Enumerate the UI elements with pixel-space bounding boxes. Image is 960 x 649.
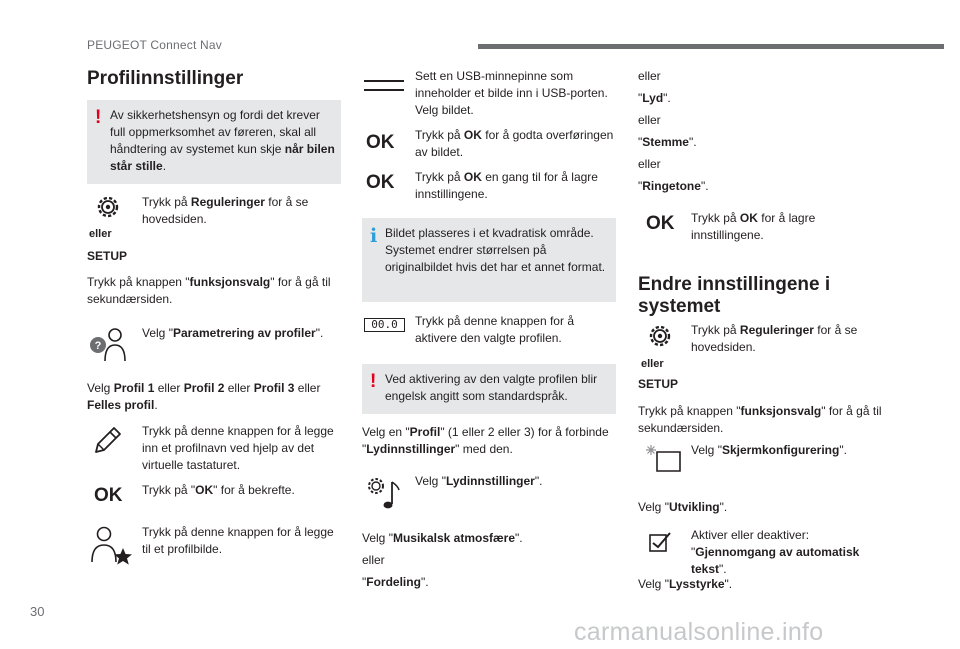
step-toggle-auto-text: Aktiver eller deaktiver: "Gjennomgang av automatisk tekst". [691, 528, 860, 576]
page-number: 30 [30, 604, 45, 619]
para-development: Velg "Utvikling". [638, 500, 728, 514]
ok-icon: OK [366, 132, 395, 153]
pencil-edit-icon [92, 424, 124, 456]
or-text: eller [638, 113, 661, 127]
or-text: eller [638, 157, 661, 171]
option-ringtone: "Ringetone". [638, 179, 709, 193]
checkbox-checked-icon [649, 531, 673, 553]
warning-icon: ! [95, 107, 102, 128]
step-open-settings: Trykk på Reguleringer for å se hovedsiden. [691, 323, 858, 354]
profile-picture-icon [90, 526, 134, 566]
para-brightness: Velg "Lysstyrke". [638, 577, 733, 591]
or-text: eller [362, 553, 385, 567]
step-accept-transfer: Trykk på OK for å godta overføringen av bildet. [415, 128, 614, 159]
info-box [362, 218, 616, 302]
section-title-system-settings: Endre innstillingene i systemet [638, 274, 831, 317]
step-edit-profile-name: Trykk på denne knappen for å legge inn et profilnavn ved hjelp av det virtuelle tastaturet. [142, 424, 334, 472]
settings-gear-icon [647, 323, 673, 349]
setup-label: SETUP [638, 377, 679, 391]
option-voice: "Stemme". [638, 135, 697, 149]
option-distribution: "Fordeling". [362, 575, 429, 589]
step-select-profile-settings: Velg "Parametrering av profiler". [142, 326, 324, 340]
header-bar [478, 44, 944, 49]
ok-icon: OK [366, 172, 395, 193]
step-confirm-ok: Trykk på "OK" for å bekrefte. [142, 483, 295, 497]
lcd-display-icon: 00.0 [364, 318, 405, 332]
safety-warning-box [87, 100, 341, 184]
language-warning-text: Ved aktivering av den valgte profilen blir engelsk angitt som standardspråk. [385, 372, 598, 403]
para-select-profile: Velg Profil 1 eller Profil 2 eller Profil 3 eller Felles profil. [87, 381, 321, 412]
step-add-profile-picture: Trykk på denne knappen for å legge til et profilbilde. [142, 525, 334, 556]
audio-settings-icon [366, 476, 402, 512]
section-title-profiles: Profilinnstillinger [87, 68, 244, 89]
watermark: carmanualsonline.info [574, 618, 824, 646]
setup-or-label: eller [641, 358, 664, 370]
step-select-screen-config: Velg "Skjermkonfigurering". [691, 443, 847, 457]
info-text: Bildet plasseres i et kvadratisk område. Systemet endrer størrelsen på originalbildet hvis det har et annet format. [385, 226, 606, 274]
setup-button-group [638, 323, 682, 393]
usb-stick-icon [364, 80, 404, 92]
ok-icon: OK [94, 485, 123, 506]
step-open-settings: Trykk på Reguleringer for å se hovedsiden. [142, 195, 309, 226]
ok-icon: OK [646, 213, 675, 234]
screen-brightness-icon [645, 444, 683, 476]
para-profile-audio: Velg en "Profil" (1 eller 2 eller 3) for å forbinde "Lydinnstillinger" med den. [362, 425, 609, 456]
step-select-audio-settings: Velg "Lydinnstillinger". [415, 474, 543, 488]
step-activate-profile: Trykk på denne knappen for å aktivere den valgte profilen. [415, 314, 574, 345]
setup-or-label: eller [89, 228, 112, 240]
or-text: eller [638, 69, 661, 83]
step-insert-usb: Sett en USB-minnepinne som inneholder et bilde inn i USB-porten. Velg bildet. [415, 69, 608, 117]
para-function-button: Trykk på knappen "funksjonsvalg" for å gå til sekundærsiden. [638, 404, 882, 435]
info-icon: i [370, 225, 378, 247]
language-warning-box [362, 364, 616, 414]
profile-question-icon [88, 327, 128, 363]
para-ambience: Velg "Musikalsk atmosfære". [362, 531, 523, 545]
settings-gear-icon [95, 194, 121, 220]
warning-icon: ! [370, 371, 377, 392]
option-sound: "Lyd". [638, 91, 671, 105]
setup-button-group [87, 194, 127, 264]
para-function-button: Trykk på knappen "funksjonsvalg" for å gå til sekundærsiden. [87, 275, 331, 306]
safety-warning-text: Av sikkerhetshensyn og fordi det krever full oppmerksomhet av føreren, skal all håndtering av systemet kun skje når bilen står stille. [110, 108, 335, 173]
svg-text:?: ? [94, 340, 102, 352]
running-header: PEUGEOT Connect Nav [87, 38, 222, 52]
setup-label: SETUP [87, 249, 128, 263]
step-save-settings: Trykk på OK for å lagre innstillingene. [691, 211, 816, 242]
step-save-settings: Trykk på OK en gang til for å lagre innstillingene. [415, 170, 598, 201]
